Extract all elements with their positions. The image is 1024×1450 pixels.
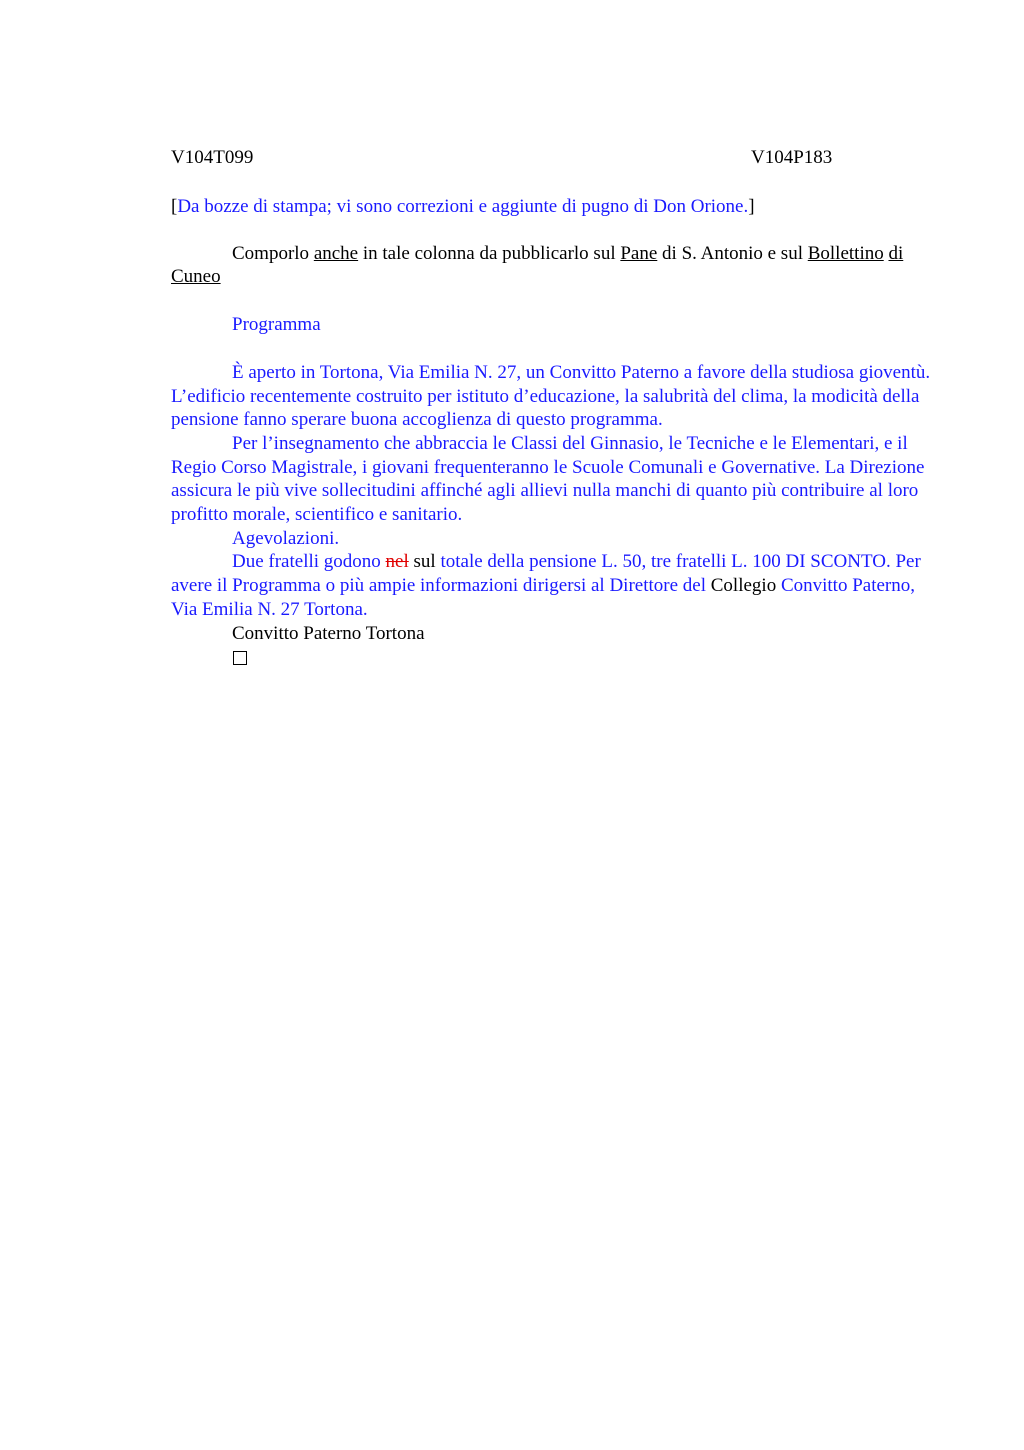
document-page: [171, 146, 931, 667]
deleted-word: nel: [385, 551, 409, 573]
paragraph-discounts: [171, 550, 931, 621]
instruction-underlined-word: anche: [313, 242, 359, 264]
program-title: Programma: [232, 314, 321, 336]
agevolazioni-heading: Agevolazioni.: [232, 527, 340, 549]
editor-note-close-bracket: ]: [748, 196, 755, 217]
instruction-underlined-word: Bollettino: [807, 242, 884, 264]
instruction-underlined-word: di: [888, 242, 904, 264]
instruction-text: Comporlo: [232, 242, 314, 264]
handwritten-instruction: [171, 242, 931, 289]
instruction-text: in tale colonna da pubblicarlo sul: [358, 242, 621, 264]
instruction-underlined-word: Cuneo: [171, 266, 221, 288]
discounts-text: Convitto Paterno, Via Emilia N. 27 Tortona.: [171, 575, 916, 620]
handwritten-word: Collegio: [710, 575, 777, 597]
end-mark-box: [171, 645, 931, 667]
signature: Convitto Paterno Tortona: [232, 622, 425, 644]
document-header: [171, 146, 931, 170]
instruction-text: di S. Antonio e sul: [657, 242, 808, 264]
editor-note-open-bracket: [: [171, 196, 178, 217]
square-icon: [233, 651, 247, 665]
document-code-left: V104T099: [171, 147, 254, 168]
instruction-underlined-word: Pane: [620, 242, 658, 264]
page-code-right: V104P183: [751, 147, 833, 168]
editor-note: [171, 195, 931, 219]
editor-note-text: Da bozze di stampa; vi sono correzioni e aggiunte di pugno di Don Orione.: [177, 196, 749, 217]
inserted-word: sul: [413, 551, 436, 573]
discounts-text: totale della pensione L. 50, tre fratelli L. 100 DI SCONTO. Per avere il Programma o più ampie informazioni dirigersi al Direttore del: [171, 551, 921, 597]
paragraph-intro: È aperto in Tortona, Via Emilia N. 27, un Convitto Paterno a favore della studiosa gioventù. L’edificio recentemente costruito per istituto d’educazione, la salubrità del clima, la modicità della pensione fanno sperare buona accoglienza di questo programma.: [171, 361, 931, 431]
paragraph-teaching: Per l’insegnamento che abbraccia le Classi del Ginnasio, le Tecniche e le Elementari, e il Regio Corso Magistrale, i giovani frequenteranno le Scuole Comunali e Governative. La Direzione assicura le più vive sollecitudini affinché agli allievi nulla manchi di quanto più contribuire al loro profitto morale, scientifico e sanitario.: [171, 432, 925, 526]
discounts-text: Due fratelli godono: [232, 551, 386, 573]
